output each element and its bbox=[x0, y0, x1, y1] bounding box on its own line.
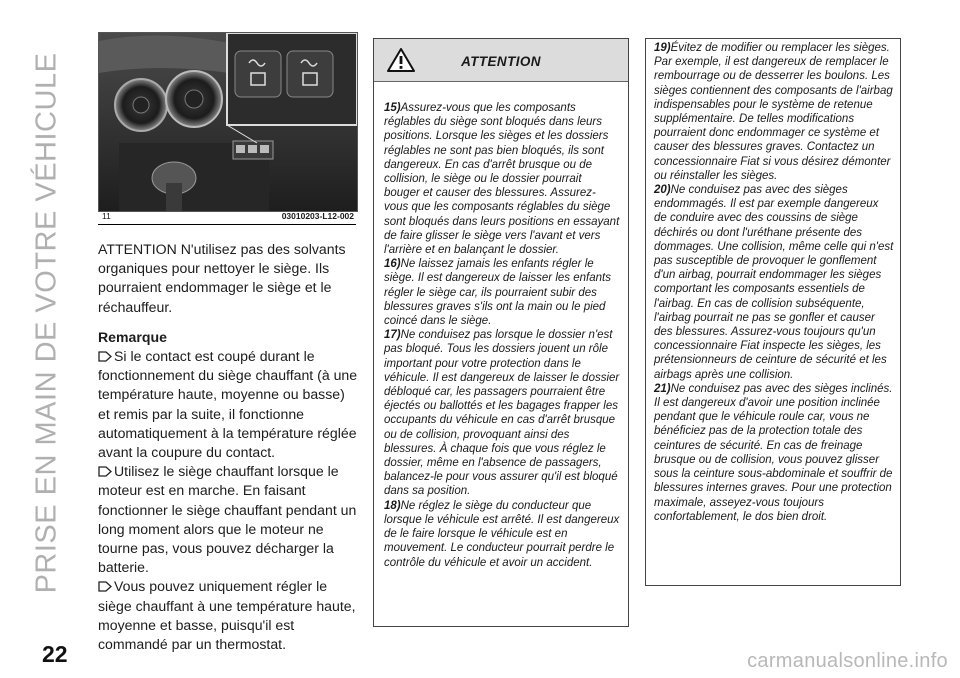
bullet-arrow-icon bbox=[98, 463, 112, 474]
attention-text-continued bbox=[654, 41, 894, 524]
caption-divider bbox=[98, 224, 356, 225]
attention-text bbox=[384, 101, 620, 570]
figure-reference: 03010203-L12-002 bbox=[281, 211, 354, 221]
seat-heater-figure bbox=[98, 32, 358, 212]
caution-paragraph: ATTENTION N'utilisez pas des solvants organiques pour nettoyer le siège. Ils pourraient endommager le siège et le réchauffeur. bbox=[98, 241, 346, 315]
warning-item-20: 20)Ne conduisez pas avec des sièges endommagés. Il est par exemple dangereux de conduire avec des coussins de siège déchirés ou dont l'uréthane présente des dommages. Une collision, même celle qui n'est pas susceptible de provoquer le gonflement d'un airbag, pourrait endommager les sièges comportant les composants essentiels de l'airbag. En cas de collision subséquente, l'airbag pourrait ne pas se gonfler et causer des blessures. Assurez-vous toujours qu'un concessionnaire Fiat inspecte les sièges, les prétensionneurs de ceinture de sécurité et les airbags après une collision. bbox=[654, 184, 894, 381]
watermark: carmanualsonline.info bbox=[747, 650, 948, 672]
left-column bbox=[98, 240, 360, 654]
figure-caption bbox=[98, 211, 356, 223]
remarque-heading: Remarque bbox=[98, 328, 167, 345]
dashboard-photo bbox=[99, 33, 357, 211]
attention-box-continued bbox=[645, 38, 901, 586]
figure-number: 11 bbox=[102, 211, 111, 221]
chapter-side-title bbox=[22, 28, 72, 628]
page-number: 22 bbox=[42, 641, 68, 667]
warning-item-15: 15)Assurez-vous que les composants réglables du siège sont bloqués dans leurs positions. Lorsque les sièges et les dossiers réglables ne sont pas bien bloqués, ils sont dangereux. En cas d'arrêt brusque ou de collision, le siège ou le dossier pourrait bouger et causer des blessures. Assurez-vous que les composants réglables du siège sont bloqués dans leurs positions en essayant de faire glisser le siège vers l'avant et vers l'arrière et en balançant le dossier. bbox=[384, 102, 620, 257]
attention-header bbox=[374, 39, 628, 82]
warning-item-19: 19)Évitez de modifier ou remplacer les sièges. Par exemple, il est dangereux de remplacer le rembourrage ou de desserrer les boulons. Les sièges contiennent des composants de l'airbag indispensables pour le système de retenue supplémentaire. De telles modifications pourraient donc endommager ce système et causer des blessures graves. Contactez un concessionnaire Fiat si vous désirez démonter ou réinstaller les sièges. bbox=[654, 42, 893, 182]
attention-box bbox=[373, 38, 629, 627]
chapter-title-text: PRISE EN MAIN DE VOTRE VÉHICULE bbox=[30, 52, 63, 594]
remarque-bullet: Utilisez le siège chauffant lorsque le moteur est en marche. En faisant fonctionner le siège chauffant pendant un long moment alors que le moteur ne tourne pas, vous pouvez décharger la batterie. bbox=[98, 463, 357, 576]
remarque-bullet: Si le contact est coupé durant le fonctionnement du siège chauffant (à une température haute, moyenne ou basse) et remis par la suite, il fonctionne automatiquement à la température réglée avant la coupure du contact. bbox=[98, 348, 358, 461]
remarque-bullet: Vous pouvez uniquement régler le siège chauffant à une température haute, moyenne et basse, puisqu'il est commandé par un thermostat. bbox=[98, 578, 356, 653]
warning-item-16: 16)Ne laissez jamais les enfants régler le siège. Il est dangereux de laisser les enfants régler le siège car, ils pourraient subir des blessures graves s'ils ont la main ou le pied coincé dans le siège. bbox=[384, 258, 611, 328]
warning-item-18: 18)Ne réglez le siège du conducteur que lorsque le véhicule est arrêté. Il est dangereux de le faire lorsque le véhicule est en mouvement. Le conducteur pourrait perdre le contrôle du véhicule et avoir un accident. bbox=[384, 499, 620, 569]
bullet-arrow-icon bbox=[98, 578, 112, 589]
warning-item-17: 17)Ne conduisez pas lorsque le dossier n'est pas bloqué. Tous les dossiers jouent un rôle important pour votre protection dans le véhicule. Il est dangereux de laisser le dossier débloqué car, les passagers pourraient être éjectés ou ballottés et les bagages frapper les occupants du véhicule en cas d'arrêt brusque ou de collision, provoquant ainsi des blessures. À chaque fois que vous réglez le dossier, même en l'absence de passagers, balancez-le pour vous assurer qu'il est bloqué dans sa position. bbox=[384, 329, 620, 498]
attention-title: ATTENTION bbox=[461, 54, 541, 69]
warning-item-21: 21)Ne conduisez pas avec des sièges inclinés. Il est dangereux d'avoir une position inclinée pendant que le véhicule roule car, vous ne bénéficiez pas de la protection totale des ceintures de sécurité. En cas de freinage brusque ou de collision, vous pouvez glisser sous la ceinture sous-abdominale et souffrir de blessures internes graves. Pour une protection maximale, asseyez-vous toujours confortablement, le dos bien droit. bbox=[654, 382, 893, 523]
bullet-arrow-icon bbox=[98, 348, 112, 359]
